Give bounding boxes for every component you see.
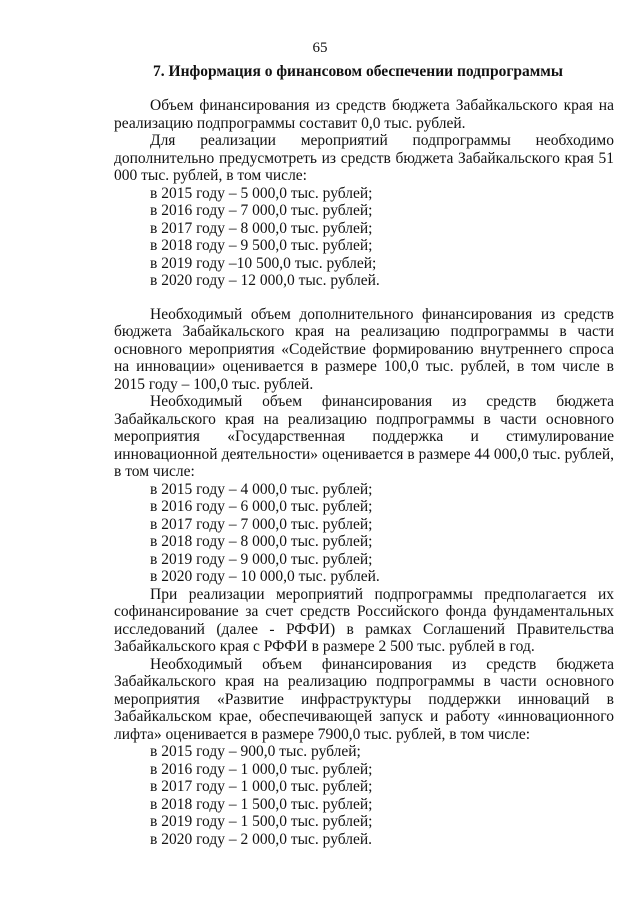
funding-list-item: в 2017 году – 1 000,0 тыс. рублей;: [150, 778, 373, 795]
paragraph: При реализации мероприятий подпрограммы предполагается их софинансирование за счет средств Российского фонда фундаментальных исследований (далее - РФФИ) в рамках Соглашений Правительства Забайкальского края с РФФИ в размере 2 500 тыс. рублей в год.: [114, 585, 614, 655]
funding-list-item: в 2015 году – 4 000,0 тыс. рублей;: [150, 480, 373, 498]
page-number: 65: [312, 40, 328, 56]
funding-list: [114, 185, 614, 290]
document-body: [114, 97, 614, 848]
funding-list-item: в 2016 году – 1 000,0 тыс. рублей;: [150, 760, 373, 778]
paragraph: Необходимый объем дополнительного финансирования из средств бюджета Забайкальского края на реализацию подпрограммы в части основного мероприятия «Содействие формированию внутреннего спроса на инновации» оценивается в размере 100,0 тыс. рублей, в том числе в 2015 году – 100,0 тыс. рублей.: [114, 305, 614, 393]
funding-list-item: в 2018 году – 8 000,0 тыс. рублей;: [150, 533, 373, 550]
funding-list-item: в 2015 году – 900,0 тыс. рублей;: [150, 743, 361, 760]
funding-list-item: в 2020 году – 12 000,0 тыс. рублей.: [150, 272, 380, 289]
funding-list: [114, 743, 614, 848]
funding-list-item: в 2020 году – 10 000,0 тыс. рублей.: [150, 568, 380, 585]
funding-list-item: в 2018 году – 1 500,0 тыс. рублей;: [150, 795, 373, 813]
funding-list-item: в 2017 году – 7 000,0 тыс. рублей;: [150, 515, 373, 533]
funding-list-item: в 2020 году – 2 000,0 тыс. рублей.: [150, 830, 373, 848]
funding-list-item: в 2016 году – 7 000,0 тыс. рублей;: [150, 202, 373, 219]
funding-list: [114, 481, 614, 586]
funding-list-item: в 2019 году –10 500,0 тыс. рублей;: [150, 254, 377, 272]
funding-list-item: в 2017 году – 8 000,0 тыс. рублей;: [150, 219, 373, 237]
paragraph: Необходимый объем финансирования из средств бюджета Забайкальского края на реализацию подпрограммы в части основного мероприятия «Развитие инфраструктуры поддержки инноваций в Забайкальском крае, обеспечивающей запуск и работу «инновационного лифта» оценивается в размере 7900,0 тыс. рублей, в том числе:: [114, 655, 614, 743]
paragraph: Необходимый объем финансирования из средств бюджета Забайкальского края на реализацию подпрограммы в части основного мероприятия «Государственная поддержка и стимулирование инновационной деятельности» оценивается в размере 44 000,0 тыс. рублей, в том числе:: [114, 393, 614, 480]
paragraph: Объем финансирования из средств бюджета Забайкальского края на реализацию подпрограммы составит 0,0 тыс. рублей.: [114, 97, 614, 132]
funding-list-item: в 2019 году – 9 000,0 тыс. рублей;: [150, 550, 373, 568]
paragraph: Для реализации мероприятий подпрограммы необходимо дополнительно предусмотреть из средств бюджета Забайкальского края 51 000 тыс. рублей, в том числе:: [114, 132, 614, 184]
funding-list-item: в 2019 году – 1 500,0 тыс. рублей;: [150, 813, 373, 830]
funding-list-item: в 2016 году – 6 000,0 тыс. рублей;: [150, 498, 373, 515]
section-heading: 7. Информация о финансовом обеспечении подпрограммы: [153, 63, 563, 80]
funding-list-item: в 2015 году – 5 000,0 тыс. рублей;: [150, 184, 373, 202]
funding-list-item: в 2018 году – 9 500,0 тыс. рублей;: [150, 237, 373, 254]
